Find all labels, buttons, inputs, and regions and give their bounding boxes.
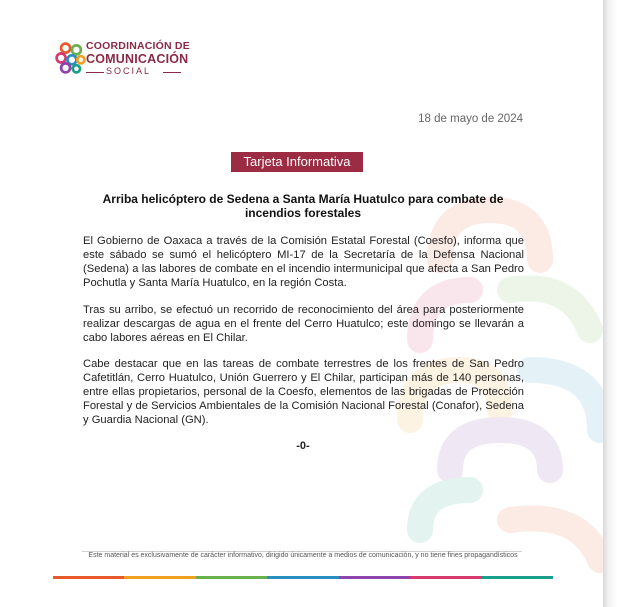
color-segment [339,576,410,579]
logo-icon [53,38,89,78]
footer-color-bar [53,576,553,579]
paragraph-3: Cabe destacar que en las tareas de combate terrestres de los frentes de San Pedro Cafetitlán, Cerro Huatulco, Unión Guerrero y El Chilar, participan más de 140 personas, entre ellas propietarios, personal de la Coesfo, elementos de las brigadas de Protección Forestal y de Servicios Ambientales de la Comisión Nacional Forestal (Conafor), Sedena y Guardia Nacional (GN). [83,358,524,426]
document-date: 18 de mayo de 2024 [418,113,523,125]
color-segment [267,576,338,579]
logo-line-2: COMUNICACIÓN [86,52,189,66]
paragraph-2: Tras su arribo, se efectuó un recorrido de reconocimiento del área para posteriormente realizar descargas de agua en el frente del Cerro Huatulco; este domingo se llevarán a cabo labores aéreas en El Chilar. [83,304,524,344]
paragraph-1: El Gobierno de Oaxaca a través de la Comisión Estatal Forestal (Coesfo), informa que este sábado se sumó el helicóptero MI-17 de la Secretaría de la Defensa Nacional (Sedena) a las labores de combate en el incendio intermunicipal que afecta a San Pedro Pochutla y Santa María Huatulco, en la región Costa. [83,235,524,289]
color-segment [410,576,481,579]
color-segment [124,576,195,579]
end-mark: -0- [296,440,310,452]
document-title: Arriba helicóptero de Sedena a Santa María Huatulco para combate de incendios forestales [102,192,504,220]
color-segment [196,576,267,579]
color-segment [482,576,553,579]
logo-line-3: SOCIAL [86,66,196,77]
page-edge-shadow [603,0,617,607]
logo-line-1: COORDINACIÓN DE [86,40,190,52]
document-type-badge: Tarjeta Informativa [231,152,363,172]
logo-wordmark [86,40,196,77]
color-segment [53,576,124,579]
footer-disclaimer: Este material es exclusivamente de carácter informativo, dirigido únicamente a medios de comunicación, y no tiene fines propagandísticos [88,552,518,559]
